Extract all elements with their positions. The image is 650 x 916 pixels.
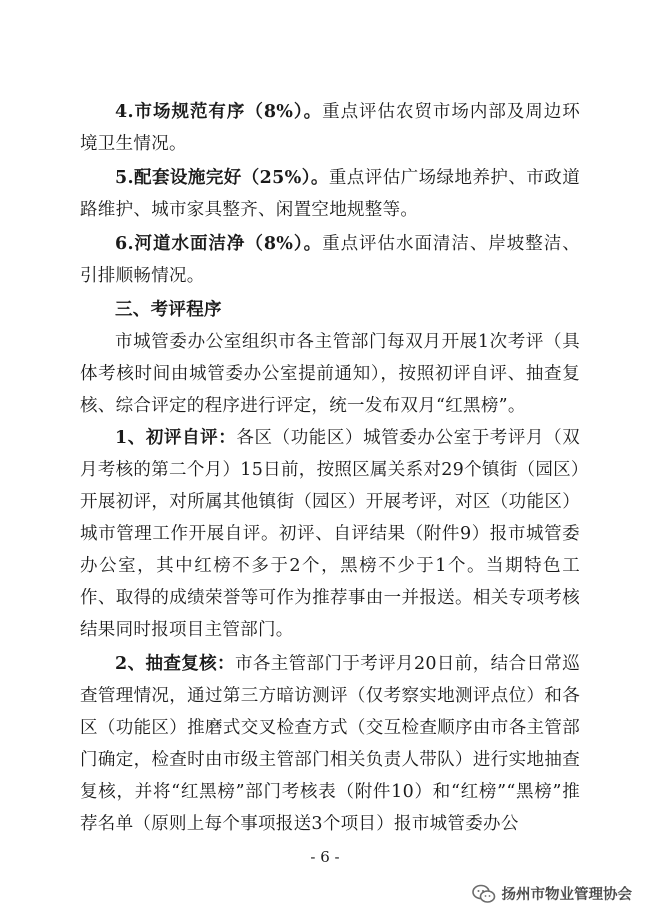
item-4-title: 4.市场规范有序（8%）。: [115, 102, 323, 122]
item-6-body: 重点评估水面清洁、岸坡整洁、引排顺畅情况。: [80, 234, 580, 286]
item-5-body: 重点评估广场绿地养护、市政道路维护、城市家具整齐、闲置空地规整等。: [80, 168, 581, 220]
item-4: [80, 96, 580, 160]
item-6-title: 6.河道水面洁净（8%）。: [115, 234, 323, 254]
item-4-body: 重点评估农贸市场内部及周边环境卫生情况。: [80, 102, 580, 154]
step-1-body: 各区（功能区）城管委办公室于考评月（双月考核的第二个月）15日前，按照区属关系对29个镇街（园区）开展初评，对所属其他镇街（园区）开展考评，对区（功能区）城市管理工作开展自评。初评、自评结果（附件9）报市城管委办公室，其中红榜不多于2个，黑榜不少于1个。当期特色工作、取得的成绩荣誉等可作为推荐事由一并报送。相关专项考核结果同时报项目主管部门。: [80, 428, 581, 640]
step-2-body: 市各主管部门于考评月20日前，结合日常巡查管理情况，通过第三方暗访测评（仅考察实地测评点位）和各区（功能区）推磨式交叉检查方式（交互检查顺序由市各主管部门确定，检查时由市级主管部门相关负责人带队）进行实地抽查复核，并将“红黑榜”部门考核表（附件10）和“红榜”“黑榜”推荐名单（原则上每个事项报送3个项目）报市城管委办公: [80, 654, 580, 834]
section-heading: 三、考评程序: [115, 300, 222, 320]
item-5: [80, 162, 580, 226]
intro-paragraph: 市城管委办公室组织市各主管部门每双月开展1次考评（具体考核时间由城管委办公室提前通知），按照初评自评、抽查复核、综合评定的程序进行评定，统一发布双月“红黑榜”。: [80, 332, 580, 416]
item-6: [80, 228, 580, 292]
step-1: [80, 422, 580, 646]
step-2-title: 2、抽查复核：: [115, 654, 235, 674]
step-2: [80, 648, 580, 840]
document-body: [80, 96, 580, 840]
step-1-title: 1、初评自评：: [115, 428, 237, 448]
watermark-text: 扬州市物业管理协会: [501, 887, 632, 903]
item-5-title: 5.配套设施完好（25%）。: [115, 168, 329, 188]
page-number: - 6 -: [310, 848, 340, 866]
watermark: [472, 883, 633, 904]
wechat-icon: [472, 884, 496, 904]
